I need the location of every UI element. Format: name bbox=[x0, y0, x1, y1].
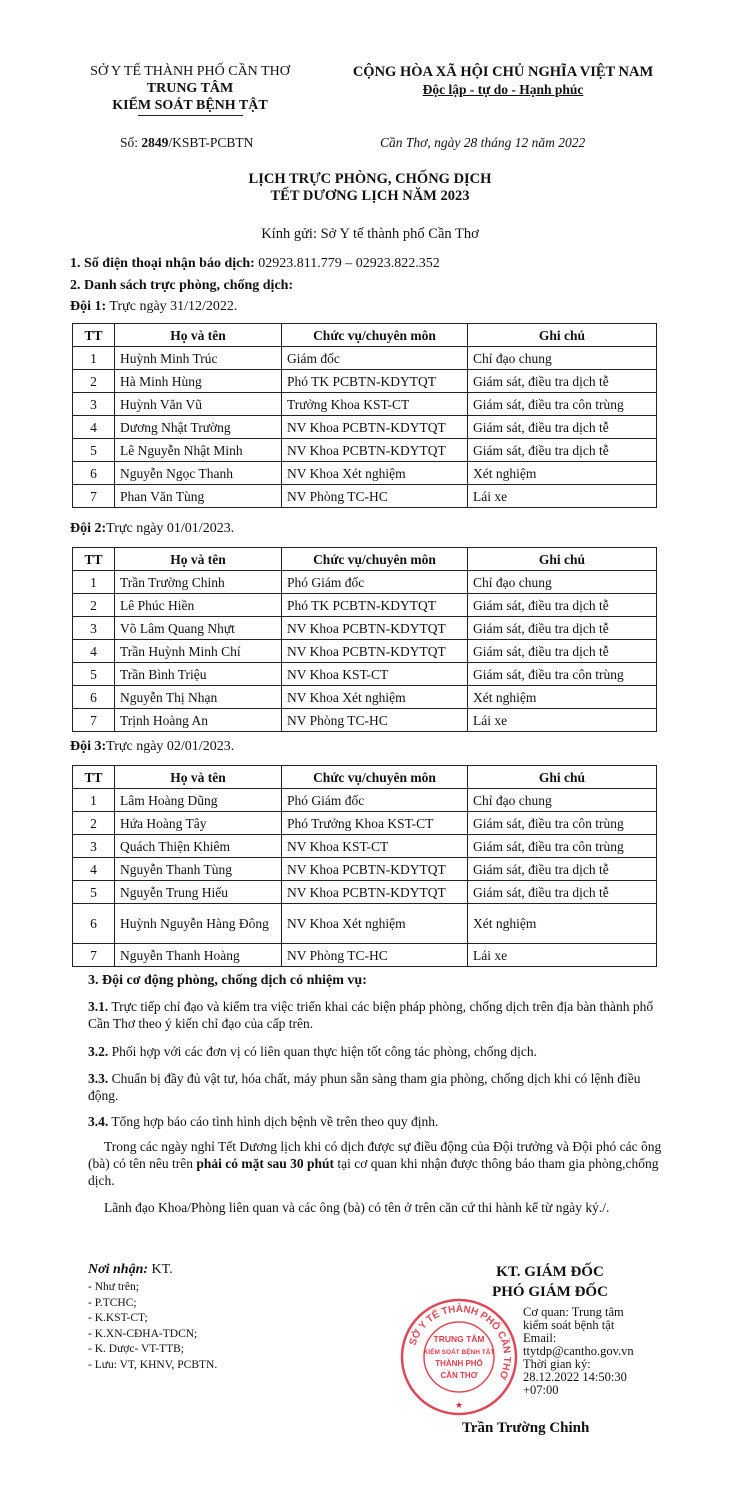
stamp-ring-text: SỞ Y TẾ THÀNH PHỐ CẦN THƠ bbox=[407, 1303, 513, 1381]
duty-text-bold: phải có mặt sau 30 phút bbox=[196, 1156, 334, 1171]
task-3-4 bbox=[88, 1113, 664, 1130]
cell-tt: 5 bbox=[73, 663, 115, 686]
recipients-list bbox=[88, 1281, 217, 1371]
cell-name: Trần Huỳnh Minh Chí bbox=[115, 640, 282, 663]
cell-position: NV Phòng TC-HC bbox=[282, 709, 468, 732]
col-header-position: Chức vụ/chuyên môn bbox=[282, 548, 468, 571]
cell-note: Giám sát, điều tra dịch tễ bbox=[468, 370, 657, 393]
cell-tt: 4 bbox=[73, 416, 115, 439]
cell-tt: 4 bbox=[73, 858, 115, 881]
cell-position: NV Khoa PCBTN-KDYTQT bbox=[282, 416, 468, 439]
cell-tt: 3 bbox=[73, 617, 115, 640]
task-3-4-text: Tổng hợp báo cáo tình hình dịch bệnh về trên theo quy định. bbox=[108, 1114, 439, 1129]
sig-meta-line: Thời gian ký: bbox=[523, 1357, 591, 1371]
signature-title-line1: KT. GIÁM ĐỐC bbox=[496, 1264, 604, 1280]
team-1-label: Đội 1: bbox=[70, 299, 107, 314]
table-row bbox=[73, 812, 657, 835]
cell-tt: 2 bbox=[73, 594, 115, 617]
agency-header bbox=[60, 63, 320, 114]
cell-tt: 7 bbox=[73, 485, 115, 508]
cell-name: Trần Trường Chinh bbox=[115, 571, 282, 594]
hotline-numbers: 02923.811.779 – 02923.822.352 bbox=[254, 256, 440, 271]
cell-tt: 1 bbox=[73, 571, 115, 594]
closing-paragraph: Lãnh đạo Khoa/Phòng liên quan và các ông (bà) có tên ở trên căn cứ thi hành kể từ ngày ký./. bbox=[104, 1200, 610, 1215]
official-stamp-icon bbox=[398, 1296, 520, 1418]
cell-note: Giám sát, điều tra dịch tễ bbox=[468, 640, 657, 663]
cell-name: Nguyễn Thanh Hoàng bbox=[115, 944, 282, 967]
cell-note: Lái xe bbox=[468, 944, 657, 967]
col-header-position: Chức vụ/chuyên môn bbox=[282, 324, 468, 347]
cell-position: Phó TK PCBTN-KDYTQT bbox=[282, 594, 468, 617]
table-row bbox=[73, 835, 657, 858]
cell-position: NV Khoa PCBTN-KDYTQT bbox=[282, 858, 468, 881]
cell-tt: 1 bbox=[73, 789, 115, 812]
team-2-table bbox=[72, 547, 657, 732]
cell-note: Giám sát, điều tra dịch tễ bbox=[468, 881, 657, 904]
cell-tt: 6 bbox=[73, 904, 115, 944]
table-row bbox=[73, 904, 657, 944]
cell-note: Lái xe bbox=[468, 485, 657, 508]
cell-name: Trần Bình Triệu bbox=[115, 663, 282, 686]
task-3-2-text: Phối hợp với các đơn vị có liên quan thực hiện tốt công tác phòng, chống dịch. bbox=[108, 1044, 538, 1059]
cell-note: Lái xe bbox=[468, 709, 657, 732]
cell-position: NV Khoa PCBTN-KDYTQT bbox=[282, 617, 468, 640]
team-3-date: Trực ngày 02/01/2023. bbox=[106, 739, 235, 754]
table-row bbox=[73, 370, 657, 393]
cell-tt: 7 bbox=[73, 709, 115, 732]
agency-parent: SỞ Y TẾ THÀNH PHỐ CẦN THƠ bbox=[90, 64, 290, 79]
table-row bbox=[73, 944, 657, 967]
agency-name-line1: TRUNG TÂM bbox=[146, 81, 234, 96]
recipients-kt: KT. bbox=[148, 1262, 173, 1277]
cell-tt: 7 bbox=[73, 944, 115, 967]
cell-name: Lê Phúc Hiền bbox=[115, 594, 282, 617]
digital-signature-info bbox=[523, 1306, 683, 1397]
cell-name: Hứa Hoàng Tây bbox=[115, 812, 282, 835]
table-row bbox=[73, 571, 657, 594]
cell-tt: 3 bbox=[73, 393, 115, 416]
table-row bbox=[73, 789, 657, 812]
greeting: Kính gửi: Sở Y tế thành phố Cần Thơ bbox=[261, 226, 479, 242]
col-header-note: Ghi chú bbox=[468, 766, 657, 789]
table-row bbox=[73, 347, 657, 370]
task-3-2-num: 3.2. bbox=[88, 1044, 109, 1059]
cell-position: Phó Giám đốc bbox=[282, 789, 468, 812]
task-3-1 bbox=[88, 998, 664, 1032]
table-row bbox=[73, 640, 657, 663]
cell-name: Võ Lâm Quang Nhựt bbox=[115, 617, 282, 640]
cell-note: Giám sát, điều tra dịch tễ bbox=[468, 617, 657, 640]
signer-name: Trần Trường Chinh bbox=[462, 1420, 590, 1436]
team-3-label: Đội 3: bbox=[70, 739, 107, 754]
table-header-row bbox=[73, 324, 657, 347]
cell-position: NV Khoa PCBTN-KDYTQT bbox=[282, 439, 468, 462]
cell-note: Giám sát, điều tra dịch tễ bbox=[468, 858, 657, 881]
table-row bbox=[73, 594, 657, 617]
table-row bbox=[73, 462, 657, 485]
cell-name: Quách Thiện Khiêm bbox=[115, 835, 282, 858]
cell-tt: 5 bbox=[73, 881, 115, 904]
cell-name: Trịnh Hoàng An bbox=[115, 709, 282, 732]
col-header-position: Chức vụ/chuyên môn bbox=[282, 766, 468, 789]
stamp-center-line3: THÀNH PHỐ bbox=[435, 1359, 483, 1368]
list-item: - Lưu: VT, KHNV, PCBTN. bbox=[88, 1358, 218, 1371]
team-2-label: Đội 2: bbox=[70, 521, 107, 536]
cell-position: Trưởng Khoa KST-CT bbox=[282, 393, 468, 416]
cell-tt: 2 bbox=[73, 812, 115, 835]
cell-note: Giám sát, điều tra côn trùng bbox=[468, 393, 657, 416]
table-header-row bbox=[73, 766, 657, 789]
section-1-label: 1. Số điện thoại nhận báo dịch: bbox=[70, 256, 255, 271]
cell-note: Xét nghiệm bbox=[468, 686, 657, 709]
cell-name: Hà Minh Hùng bbox=[115, 370, 282, 393]
cell-name: Nguyễn Ngọc Thanh bbox=[115, 462, 282, 485]
col-header-name: Họ và tên bbox=[115, 324, 282, 347]
cell-tt: 4 bbox=[73, 640, 115, 663]
cell-note: Chỉ đạo chung bbox=[468, 571, 657, 594]
signature-title-line2: PHÓ GIÁM ĐỐC bbox=[492, 1284, 608, 1300]
cell-position: NV Khoa PCBTN-KDYTQT bbox=[282, 881, 468, 904]
task-3-1-num: 3.1. bbox=[88, 999, 109, 1014]
cell-name: Phan Văn Tùng bbox=[115, 485, 282, 508]
national-motto: Độc lập - tự do - Hạnh phúc bbox=[422, 82, 584, 97]
col-header-note: Ghi chú bbox=[468, 548, 657, 571]
national-header bbox=[318, 63, 688, 99]
cell-tt: 3 bbox=[73, 835, 115, 858]
sig-meta-line: ttytdp@cantho.gov.vn bbox=[523, 1344, 634, 1358]
cell-name: Huỳnh Văn Vũ bbox=[115, 393, 282, 416]
table-row bbox=[73, 709, 657, 732]
col-header-tt: TT bbox=[73, 766, 115, 789]
col-header-name: Họ và tên bbox=[115, 548, 282, 571]
team-1-date: Trực ngày 31/12/2022. bbox=[106, 299, 238, 314]
cell-note: Chỉ đạo chung bbox=[468, 789, 657, 812]
cell-note: Giám sát, điều tra dịch tễ bbox=[468, 594, 657, 617]
cell-tt: 2 bbox=[73, 370, 115, 393]
task-3-3 bbox=[88, 1070, 664, 1104]
table-row bbox=[73, 439, 657, 462]
doc-no-number: 2849 bbox=[141, 135, 169, 150]
cell-note: Giám sát, điều tra côn trùng bbox=[468, 812, 657, 835]
list-item: - Như trên; bbox=[88, 1281, 139, 1293]
cell-note: Chỉ đạo chung bbox=[468, 347, 657, 370]
cell-position: NV Khoa KST-CT bbox=[282, 663, 468, 686]
cell-name: Nguyễn Thị Nhạn bbox=[115, 686, 282, 709]
cell-tt: 5 bbox=[73, 439, 115, 462]
recipients-label: Nơi nhận: bbox=[88, 1262, 149, 1277]
cell-position: NV Phòng TC-HC bbox=[282, 944, 468, 967]
cell-tt: 1 bbox=[73, 347, 115, 370]
stamp-center-line2: KIỂM SOÁT BỆNH TẬT bbox=[423, 1349, 495, 1356]
table-row bbox=[73, 663, 657, 686]
cell-note: Xét nghiệm bbox=[468, 904, 657, 944]
section-2-heading: 2. Danh sách trực phòng, chống dịch: bbox=[70, 278, 294, 293]
task-3-2 bbox=[88, 1043, 664, 1060]
cell-name: Huỳnh Minh Trúc bbox=[115, 347, 282, 370]
duty-text-b: tại cơ quan khi nhận được thông báo tham gia phòng,chống dịch. bbox=[88, 1156, 659, 1188]
document-title bbox=[60, 171, 680, 205]
list-item: - P.TCHC; bbox=[88, 1296, 137, 1309]
cell-position: Phó Trưởng Khoa KST-CT bbox=[282, 812, 468, 835]
table-row bbox=[73, 393, 657, 416]
sig-meta-line: +07:00 bbox=[523, 1383, 559, 1397]
team-2-heading bbox=[70, 521, 234, 537]
sig-meta-line: kiểm soát bệnh tật bbox=[523, 1318, 615, 1332]
doc-no-prefix: Số: bbox=[120, 135, 142, 150]
cell-position: NV Khoa PCBTN-KDYTQT bbox=[282, 640, 468, 663]
table-row bbox=[73, 617, 657, 640]
list-item: - K.KST-CT; bbox=[88, 1312, 148, 1324]
col-header-note: Ghi chú bbox=[468, 324, 657, 347]
cell-note: Giám sát, điều tra côn trùng bbox=[468, 835, 657, 858]
doc-no-suffix: /KSBT-PCBTN bbox=[168, 135, 254, 150]
cell-name: Nguyễn Trung Hiếu bbox=[115, 881, 282, 904]
section-1 bbox=[70, 256, 440, 272]
cell-name: Huỳnh Nguyễn Hàng Đông bbox=[115, 904, 282, 944]
cell-position: NV Khoa Xét nghiệm bbox=[282, 686, 468, 709]
cell-position: NV Khoa Xét nghiệm bbox=[282, 904, 468, 944]
stamp-star-icon: ★ bbox=[454, 1400, 464, 1410]
title-line2: TẾT DƯƠNG LỊCH NĂM 2023 bbox=[270, 188, 470, 204]
sig-meta-line: Cơ quan: Trung tâm bbox=[523, 1305, 624, 1319]
stamp-center-line4: CẦN THƠ bbox=[440, 1371, 478, 1380]
document-date: Cần Thơ, ngày 28 tháng 12 năm 2022 bbox=[380, 135, 586, 150]
table-row bbox=[73, 416, 657, 439]
col-header-tt: TT bbox=[73, 548, 115, 571]
team-3-heading bbox=[70, 739, 234, 755]
section-3-heading: 3. Đội cơ động phòng, chống dịch có nhiệm vụ: bbox=[88, 973, 367, 988]
cell-name: Lâm Hoàng Dũng bbox=[115, 789, 282, 812]
agency-name-line2: KIỂM SOÁT BỆNH TẬT bbox=[112, 98, 268, 113]
team-3-table bbox=[72, 765, 657, 967]
cell-position: NV Khoa KST-CT bbox=[282, 835, 468, 858]
cell-position: Phó TK PCBTN-KDYTQT bbox=[282, 370, 468, 393]
cell-note: Giám sát, điều tra dịch tễ bbox=[468, 416, 657, 439]
table-row bbox=[73, 858, 657, 881]
cell-position: Phó Giám đốc bbox=[282, 571, 468, 594]
national-title: CỘNG HÒA XÃ HỘI CHỦ NGHĨA VIỆT NAM bbox=[352, 64, 654, 80]
stamp-center-line1: TRUNG TÂM bbox=[433, 1334, 485, 1344]
cell-tt: 6 bbox=[73, 686, 115, 709]
sig-meta-line: Email: bbox=[523, 1331, 557, 1345]
document-number bbox=[120, 135, 253, 151]
list-item: - K. Dược- VT-TTB; bbox=[88, 1343, 184, 1355]
col-header-name: Họ và tên bbox=[115, 766, 282, 789]
table-row bbox=[73, 881, 657, 904]
list-item: - K.XN-CĐHA-TDCN; bbox=[88, 1327, 198, 1340]
task-3-3-num: 3.3. bbox=[88, 1071, 109, 1086]
cell-tt: 6 bbox=[73, 462, 115, 485]
cell-note: Giám sát, điều tra côn trùng bbox=[468, 663, 657, 686]
cell-note: Giám sát, điều tra dịch tễ bbox=[468, 439, 657, 462]
cell-note: Xét nghiệm bbox=[468, 462, 657, 485]
col-header-tt: TT bbox=[73, 324, 115, 347]
recipients-heading bbox=[88, 1262, 173, 1278]
table-header-row bbox=[73, 548, 657, 571]
cell-name: Lê Nguyễn Nhật Minh bbox=[115, 439, 282, 462]
agency-underline bbox=[60, 115, 320, 116]
task-3-3-text: Chuẩn bị đầy đủ vật tư, hóa chất, máy phun sẵn sàng tham gia phòng, chống dịch khi có lệnh điều động. bbox=[88, 1071, 641, 1103]
team-2-date: Trực ngày 01/01/2023. bbox=[106, 521, 235, 536]
table-row bbox=[73, 686, 657, 709]
cell-position: NV Phòng TC-HC bbox=[282, 485, 468, 508]
team-1-heading bbox=[70, 299, 237, 315]
cell-position: Giám đốc bbox=[282, 347, 468, 370]
cell-name: Nguyễn Thanh Tùng bbox=[115, 858, 282, 881]
cell-name: Dương Nhật Trường bbox=[115, 416, 282, 439]
duty-text-a: Trong các ngày nghỉ Tết Dương lịch khi có dịch được sự điều động của Đội trưởng và Đội phó các ông (bà) có tên nêu trên bbox=[88, 1139, 662, 1171]
sig-meta-line: 28.12.2022 14:50:30 bbox=[523, 1370, 627, 1384]
cell-position: NV Khoa Xét nghiệm bbox=[282, 462, 468, 485]
task-3-4-num: 3.4. bbox=[88, 1114, 109, 1129]
title-line1: LỊCH TRỰC PHÒNG, CHỐNG DỊCH bbox=[248, 171, 492, 187]
task-3-1-text: Trực tiếp chỉ đạo và kiểm tra việc triển khai các biện pháp phòng, chống dịch trên địa bàn thành phố Cần Thơ theo ý kiến chỉ đạo của cấp trên. bbox=[88, 999, 654, 1031]
team-1-table bbox=[72, 323, 657, 508]
duty-paragraph bbox=[88, 1138, 664, 1189]
table-row bbox=[73, 485, 657, 508]
